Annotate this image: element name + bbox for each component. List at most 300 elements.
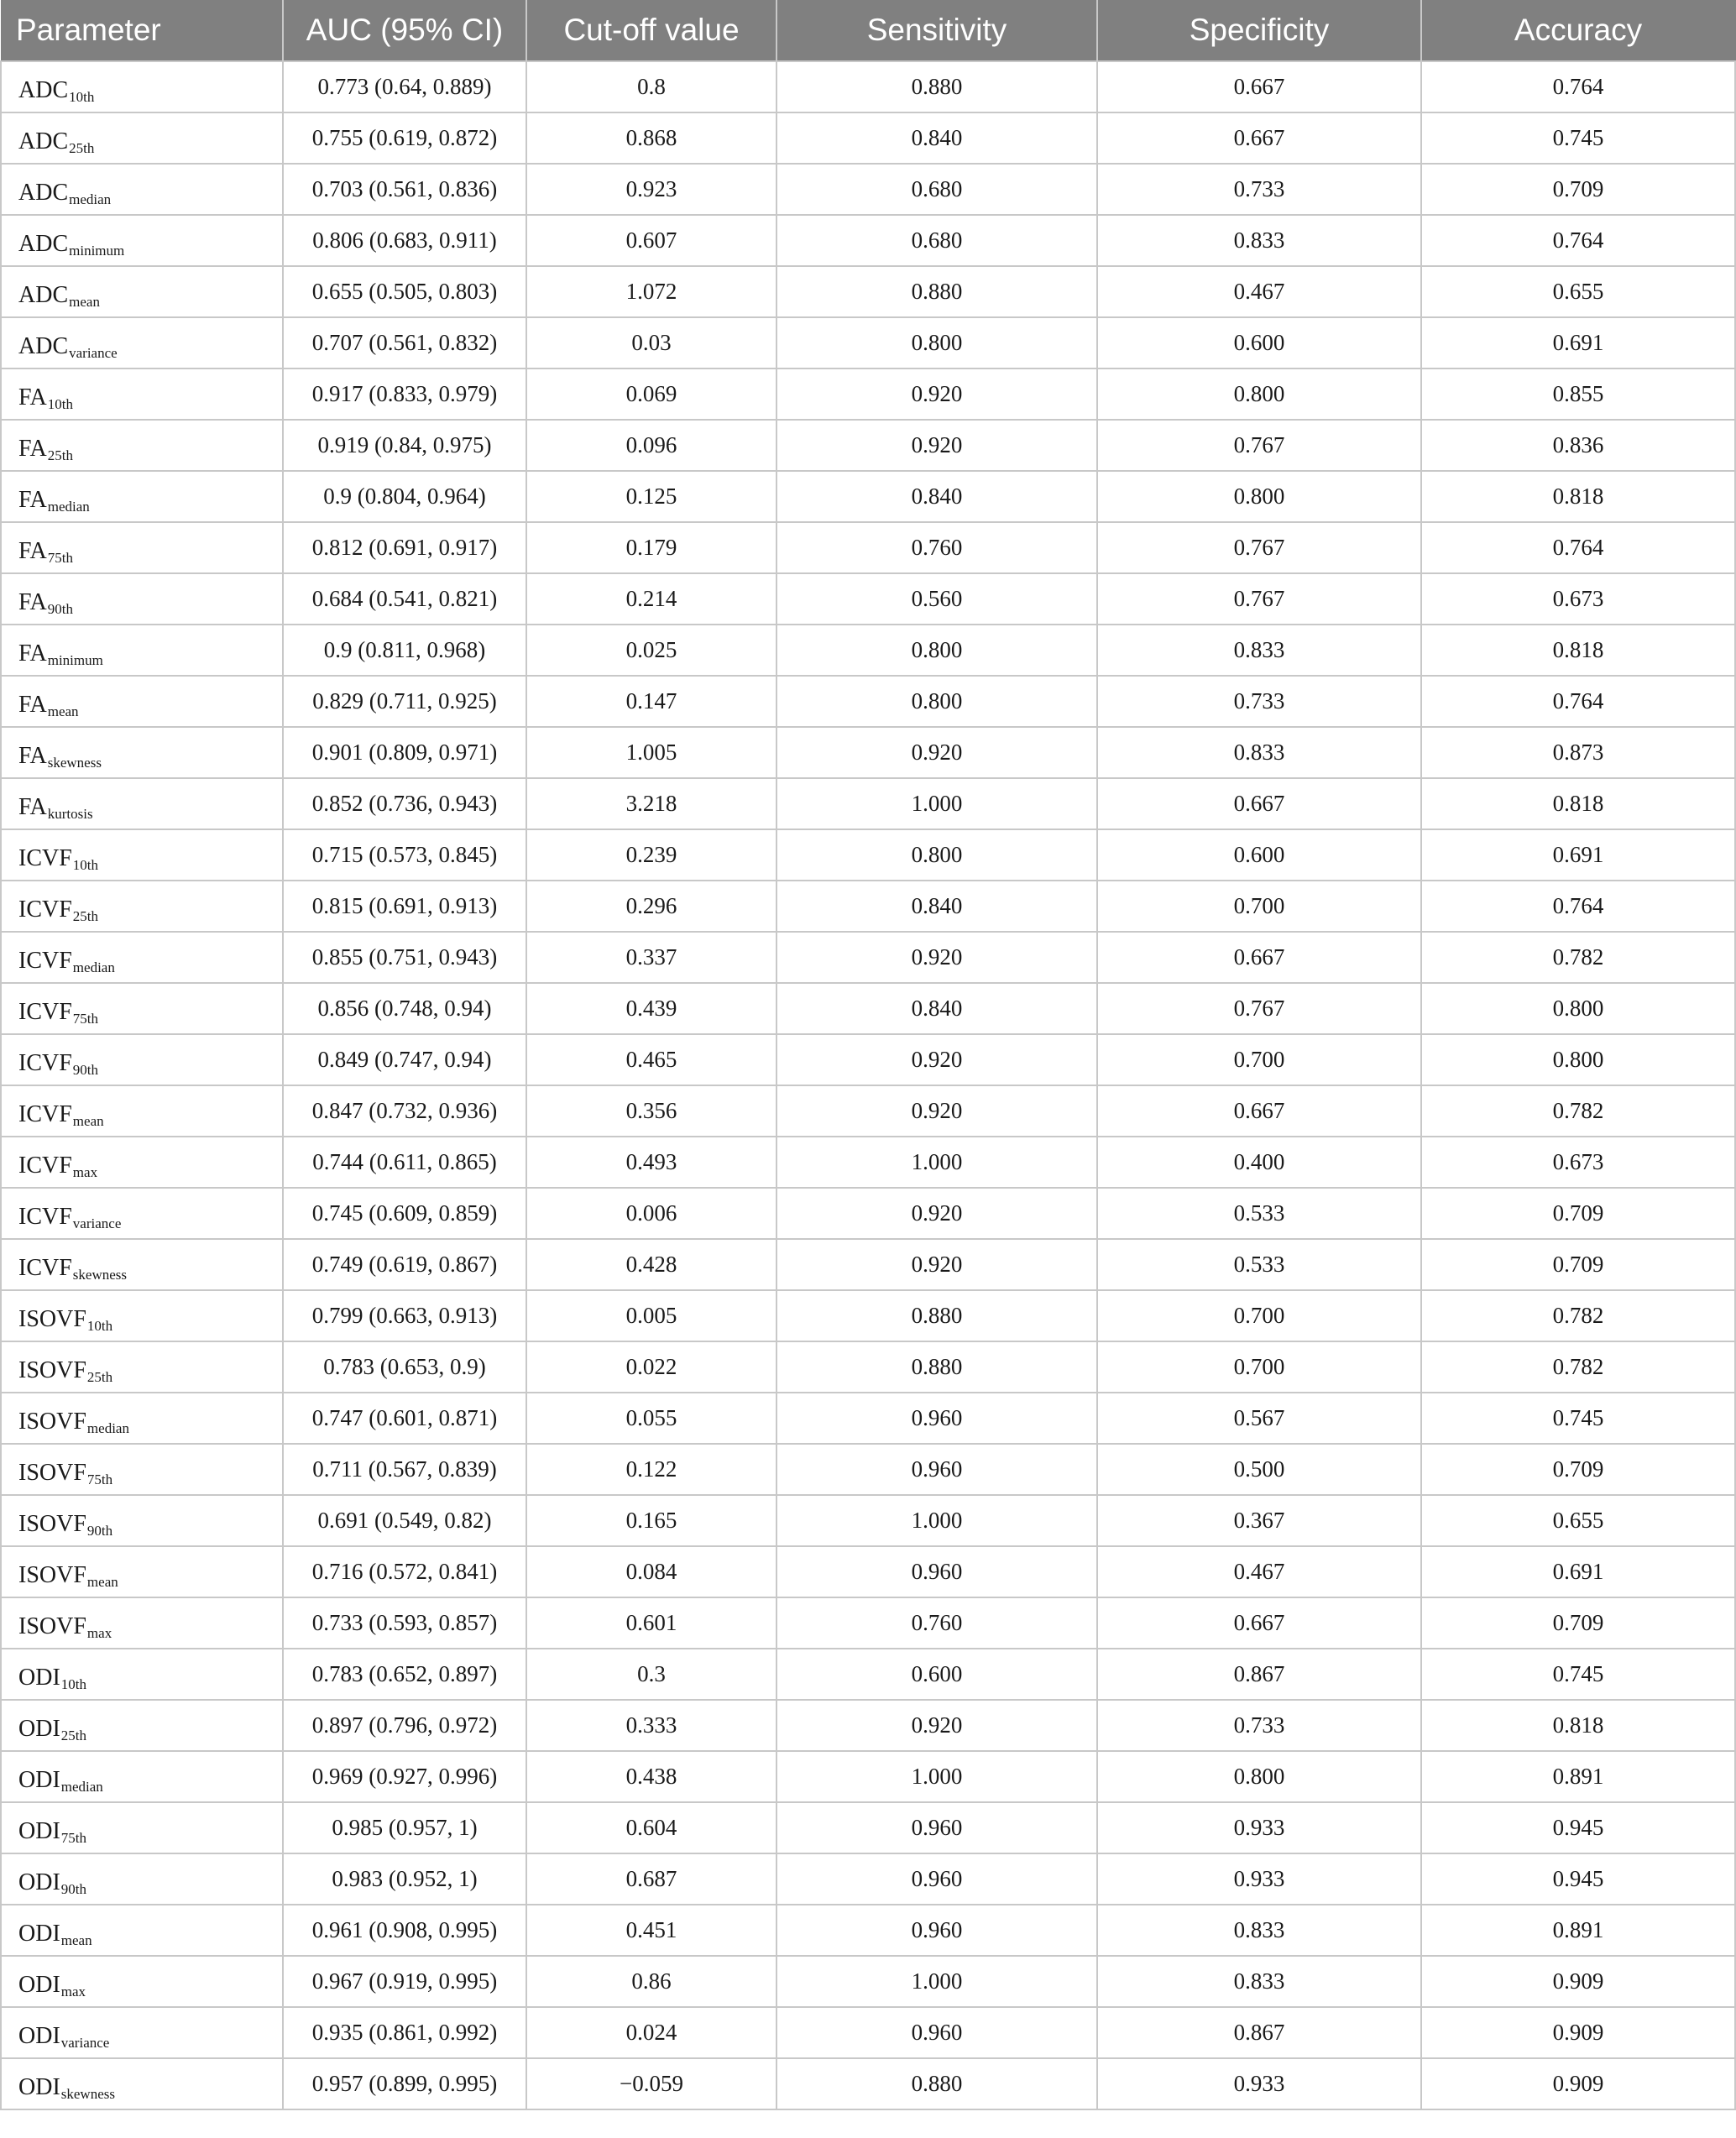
parameter-subscript: median [60, 1778, 103, 1795]
cutoff-cell: 0.125 [526, 471, 776, 522]
specificity-cell: 0.667 [1097, 61, 1421, 112]
sensitivity-cell: 0.920 [776, 1085, 1097, 1137]
auc-cell: 0.745 (0.609, 0.859) [283, 1188, 526, 1239]
parameter-cell [1, 1751, 283, 1802]
table-row [1, 778, 1735, 829]
parameter-cell [1, 829, 283, 881]
table-row [1, 215, 1735, 266]
cutoff-cell: 0.006 [526, 1188, 776, 1239]
cutoff-cell: 0.069 [526, 369, 776, 420]
parameter-cell [1, 573, 283, 625]
parameter-cell [1, 266, 283, 317]
parameter-name: ODI [18, 1766, 60, 1793]
parameter-subscript: minimum [47, 651, 103, 668]
specificity-cell: 0.833 [1097, 625, 1421, 676]
parameter-subscript: median [86, 1419, 129, 1436]
accuracy-cell: 0.764 [1421, 215, 1735, 266]
cutoff-cell: 0.86 [526, 1956, 776, 2007]
cutoff-cell: 0.8 [526, 61, 776, 112]
table-row [1, 61, 1735, 112]
sensitivity-cell: 0.880 [776, 1341, 1097, 1393]
parameter-name: FA [18, 384, 47, 410]
parameter-name: FA [18, 537, 47, 564]
parameter-name: ODI [18, 1971, 60, 1998]
parameter-name: ISOVF [18, 1510, 86, 1537]
accuracy-cell: 0.818 [1421, 778, 1735, 829]
accuracy-cell: 0.800 [1421, 1034, 1735, 1085]
parameter-subscript: 90th [47, 600, 73, 617]
parameter-subscript: skewness [47, 754, 102, 771]
table-row [1, 573, 1735, 625]
accuracy-cell: 0.709 [1421, 1597, 1735, 1649]
specificity-cell: 0.467 [1097, 266, 1421, 317]
cutoff-cell: 0.3 [526, 1649, 776, 1700]
cutoff-cell: 0.055 [526, 1393, 776, 1444]
parameter-subscript: 25th [86, 1368, 113, 1385]
table-row [1, 2007, 1735, 2058]
specificity-cell: 0.700 [1097, 1341, 1421, 1393]
sensitivity-cell: 0.920 [776, 1239, 1097, 1290]
accuracy-cell: 0.709 [1421, 1444, 1735, 1495]
header-cutoff: Cut-off value [526, 0, 776, 61]
accuracy-cell: 0.691 [1421, 829, 1735, 881]
accuracy-cell: 0.909 [1421, 1956, 1735, 2007]
parameter-cell [1, 1495, 283, 1546]
accuracy-cell: 0.745 [1421, 1393, 1735, 1444]
parameter-cell [1, 1546, 283, 1597]
sensitivity-cell: 0.680 [776, 164, 1097, 215]
sensitivity-cell: 0.920 [776, 1034, 1097, 1085]
sensitivity-cell: 0.840 [776, 983, 1097, 1034]
parameter-name: ICVF [18, 896, 72, 923]
sensitivity-cell: 0.920 [776, 369, 1097, 420]
parameter-subscript: 25th [69, 139, 95, 156]
cutoff-cell: 0.337 [526, 932, 776, 983]
parameter-name: ODI [18, 2073, 60, 2100]
parameter-subscript: 25th [72, 907, 99, 924]
table-row [1, 1802, 1735, 1853]
parameter-name: ICVF [18, 998, 72, 1025]
sensitivity-cell: 0.880 [776, 61, 1097, 112]
sensitivity-cell: 0.920 [776, 1188, 1097, 1239]
parameter-name: FA [18, 588, 47, 615]
parameter-cell [1, 1290, 283, 1341]
parameter-cell [1, 1239, 283, 1290]
parameter-name: FA [18, 691, 47, 718]
parameter-name: ICVF [18, 1049, 72, 1076]
accuracy-cell: 0.818 [1421, 1700, 1735, 1751]
parameter-subscript: median [72, 959, 115, 975]
table-row [1, 1137, 1735, 1188]
specificity-cell: 0.933 [1097, 1853, 1421, 1905]
parameter-cell [1, 1444, 283, 1495]
parameter-cell [1, 1137, 283, 1188]
specificity-cell: 0.600 [1097, 829, 1421, 881]
accuracy-cell: 0.782 [1421, 1290, 1735, 1341]
specificity-cell: 0.867 [1097, 1649, 1421, 1700]
parameter-name: ICVF [18, 947, 72, 974]
auc-cell: 0.901 (0.809, 0.971) [283, 727, 526, 778]
accuracy-cell: 0.764 [1421, 61, 1735, 112]
table-row [1, 1034, 1735, 1085]
cutoff-cell: 0.428 [526, 1239, 776, 1290]
auc-cell: 0.967 (0.919, 0.995) [283, 1956, 526, 2007]
cutoff-cell: 0.096 [526, 420, 776, 471]
auc-cell: 0.847 (0.732, 0.936) [283, 1085, 526, 1137]
accuracy-cell: 0.764 [1421, 881, 1735, 932]
parameter-subscript: 75th [86, 1471, 113, 1487]
auc-cell: 0.707 (0.561, 0.832) [283, 317, 526, 369]
sensitivity-cell: 0.800 [776, 625, 1097, 676]
parameter-cell [1, 1393, 283, 1444]
auc-cell: 0.969 (0.927, 0.996) [283, 1751, 526, 1802]
auc-cell: 0.897 (0.796, 0.972) [283, 1700, 526, 1751]
parameter-cell [1, 1085, 283, 1137]
sensitivity-cell: 0.880 [776, 1290, 1097, 1341]
sensitivity-cell: 0.760 [776, 1597, 1097, 1649]
accuracy-cell: 0.836 [1421, 420, 1735, 471]
table-row [1, 1597, 1735, 1649]
sensitivity-cell: 0.880 [776, 2058, 1097, 2109]
table-header [1, 0, 1735, 61]
sensitivity-cell: 0.840 [776, 881, 1097, 932]
accuracy-cell: 0.891 [1421, 1751, 1735, 1802]
cutoff-cell: 0.03 [526, 317, 776, 369]
accuracy-cell: 0.945 [1421, 1853, 1735, 1905]
parameter-subscript: mean [69, 293, 100, 310]
auc-cell: 0.703 (0.561, 0.836) [283, 164, 526, 215]
table-row [1, 1700, 1735, 1751]
table-row [1, 983, 1735, 1034]
specificity-cell: 0.533 [1097, 1239, 1421, 1290]
cutoff-cell: −0.059 [526, 2058, 776, 2109]
table-row [1, 1393, 1735, 1444]
parameter-cell [1, 522, 283, 573]
specificity-cell: 0.600 [1097, 317, 1421, 369]
sensitivity-cell: 0.920 [776, 1700, 1097, 1751]
sensitivity-cell: 0.960 [776, 2007, 1097, 2058]
parameter-name: FA [18, 640, 47, 666]
parameter-subscript: 75th [47, 549, 73, 566]
parameter-cell [1, 1188, 283, 1239]
cutoff-cell: 0.024 [526, 2007, 776, 2058]
specificity-cell: 0.833 [1097, 1956, 1421, 2007]
table-row [1, 1188, 1735, 1239]
cutoff-cell: 0.601 [526, 1597, 776, 1649]
cutoff-cell: 0.687 [526, 1853, 776, 1905]
auc-cell: 0.733 (0.593, 0.857) [283, 1597, 526, 1649]
parameter-name: FA [18, 742, 47, 769]
cutoff-cell: 3.218 [526, 778, 776, 829]
table-row [1, 2058, 1735, 2109]
cutoff-cell: 0.147 [526, 676, 776, 727]
parameter-name: ADC [18, 128, 69, 154]
auc-cell: 0.691 (0.549, 0.82) [283, 1495, 526, 1546]
parameter-subscript: max [72, 1163, 98, 1180]
specificity-cell: 0.467 [1097, 1546, 1421, 1597]
header-sensitivity: Sensitivity [776, 0, 1097, 61]
specificity-cell: 0.800 [1097, 1751, 1421, 1802]
parameter-name: ISOVF [18, 1561, 86, 1588]
auc-cell: 0.983 (0.952, 1) [283, 1853, 526, 1905]
cutoff-cell: 0.239 [526, 829, 776, 881]
parameter-subscript: 10th [60, 1675, 86, 1692]
cutoff-cell: 0.438 [526, 1751, 776, 1802]
parameter-name: ADC [18, 76, 69, 103]
cutoff-cell: 0.868 [526, 112, 776, 164]
specificity-cell: 0.833 [1097, 215, 1421, 266]
parameter-subscript: median [47, 498, 90, 515]
auc-cell: 0.9 (0.804, 0.964) [283, 471, 526, 522]
specificity-cell: 0.500 [1097, 1444, 1421, 1495]
table-row [1, 471, 1735, 522]
auc-cell: 0.919 (0.84, 0.975) [283, 420, 526, 471]
sensitivity-cell: 0.920 [776, 420, 1097, 471]
specificity-cell: 0.400 [1097, 1137, 1421, 1188]
table-row [1, 1546, 1735, 1597]
specificity-cell: 0.833 [1097, 727, 1421, 778]
header-specificity: Specificity [1097, 0, 1421, 61]
specificity-cell: 0.733 [1097, 676, 1421, 727]
parameter-name: ISOVF [18, 1459, 86, 1486]
parameter-subscript: 10th [47, 395, 73, 412]
auc-cell: 0.812 (0.691, 0.917) [283, 522, 526, 573]
specificity-cell: 0.367 [1097, 1495, 1421, 1546]
auc-cell: 0.9 (0.811, 0.968) [283, 625, 526, 676]
auc-cell: 0.773 (0.64, 0.889) [283, 61, 526, 112]
specificity-cell: 0.800 [1097, 471, 1421, 522]
parameter-cell [1, 112, 283, 164]
accuracy-cell: 0.909 [1421, 2058, 1735, 2109]
sensitivity-cell: 0.840 [776, 112, 1097, 164]
sensitivity-cell: 0.920 [776, 932, 1097, 983]
table-row [1, 625, 1735, 676]
auc-cell: 0.856 (0.748, 0.94) [283, 983, 526, 1034]
sensitivity-cell: 0.800 [776, 829, 1097, 881]
auc-cell: 0.917 (0.833, 0.979) [283, 369, 526, 420]
sensitivity-cell: 1.000 [776, 1956, 1097, 2007]
parameter-name: ISOVF [18, 1408, 86, 1435]
table-row [1, 1239, 1735, 1290]
cutoff-cell: 1.072 [526, 266, 776, 317]
sensitivity-cell: 0.920 [776, 727, 1097, 778]
accuracy-cell: 0.818 [1421, 471, 1735, 522]
cutoff-cell: 0.214 [526, 573, 776, 625]
sensitivity-cell: 0.880 [776, 266, 1097, 317]
table-row [1, 932, 1735, 983]
parameter-subscript: 25th [47, 447, 73, 463]
parameter-cell [1, 1802, 283, 1853]
sensitivity-cell: 1.000 [776, 1751, 1097, 1802]
sensitivity-cell: 0.560 [776, 573, 1097, 625]
parameter-name: ICVF [18, 1100, 72, 1127]
auc-cell: 0.711 (0.567, 0.839) [283, 1444, 526, 1495]
accuracy-cell: 0.764 [1421, 522, 1735, 573]
parameter-cell [1, 881, 283, 932]
auc-cell: 0.755 (0.619, 0.872) [283, 112, 526, 164]
accuracy-cell: 0.709 [1421, 1188, 1735, 1239]
parameter-cell [1, 676, 283, 727]
accuracy-cell: 0.782 [1421, 1085, 1735, 1137]
sensitivity-cell: 0.960 [776, 1905, 1097, 1956]
parameter-subscript: median [69, 191, 112, 207]
cutoff-cell: 0.451 [526, 1905, 776, 1956]
parameter-subscript: mean [72, 1112, 104, 1129]
parameter-cell [1, 215, 283, 266]
specificity-cell: 0.767 [1097, 420, 1421, 471]
table-row [1, 1444, 1735, 1495]
header-auc: AUC (95% CI) [283, 0, 526, 61]
parameter-name: ADC [18, 332, 69, 359]
specificity-cell: 0.533 [1097, 1188, 1421, 1239]
auc-cell: 0.749 (0.619, 0.867) [283, 1239, 526, 1290]
accuracy-cell: 0.764 [1421, 676, 1735, 727]
specificity-cell: 0.700 [1097, 881, 1421, 932]
parameter-name: ADC [18, 230, 69, 257]
table-row [1, 1751, 1735, 1802]
sensitivity-cell: 0.760 [776, 522, 1097, 573]
auc-cell: 0.855 (0.751, 0.943) [283, 932, 526, 983]
cutoff-cell: 0.179 [526, 522, 776, 573]
parameter-cell [1, 1597, 283, 1649]
sensitivity-cell: 0.960 [776, 1444, 1097, 1495]
header-accuracy: Accuracy [1421, 0, 1735, 61]
parameter-cell [1, 625, 283, 676]
cutoff-cell: 1.005 [526, 727, 776, 778]
parameter-name: ICVF [18, 1254, 72, 1281]
accuracy-cell: 0.945 [1421, 1802, 1735, 1853]
parameter-name: ODI [18, 1817, 60, 1844]
cutoff-cell: 0.296 [526, 881, 776, 932]
accuracy-cell: 0.909 [1421, 2007, 1735, 2058]
cutoff-cell: 0.356 [526, 1085, 776, 1137]
parameter-name: ADC [18, 281, 69, 308]
accuracy-cell: 0.655 [1421, 266, 1735, 317]
auc-cell: 0.957 (0.899, 0.995) [283, 2058, 526, 2109]
accuracy-cell: 0.691 [1421, 1546, 1735, 1597]
parameter-name: ISOVF [18, 1613, 86, 1639]
parameter-subscript: variance [60, 2034, 110, 2051]
parameter-cell [1, 420, 283, 471]
parameter-cell [1, 778, 283, 829]
auc-cell: 0.783 (0.653, 0.9) [283, 1341, 526, 1393]
table-row [1, 112, 1735, 164]
auc-cell: 0.935 (0.861, 0.992) [283, 2007, 526, 2058]
parameter-cell [1, 932, 283, 983]
accuracy-cell: 0.655 [1421, 1495, 1735, 1546]
parameter-subscript: 75th [60, 1829, 86, 1846]
table-row [1, 727, 1735, 778]
parameter-subscript: 10th [69, 88, 95, 105]
specificity-cell: 0.667 [1097, 1597, 1421, 1649]
parameter-cell [1, 2007, 283, 2058]
specificity-cell: 0.933 [1097, 1802, 1421, 1853]
accuracy-cell: 0.745 [1421, 112, 1735, 164]
parameter-subscript: mean [60, 1932, 92, 1948]
specificity-cell: 0.567 [1097, 1393, 1421, 1444]
cutoff-cell: 0.084 [526, 1546, 776, 1597]
parameter-subscript: variance [69, 344, 118, 361]
parameter-subscript: 90th [72, 1061, 99, 1078]
specificity-cell: 0.667 [1097, 932, 1421, 983]
specificity-cell: 0.867 [1097, 2007, 1421, 2058]
parameter-name: ODI [18, 1715, 60, 1742]
parameter-cell [1, 727, 283, 778]
cutoff-cell: 0.333 [526, 1700, 776, 1751]
specificity-cell: 0.933 [1097, 2058, 1421, 2109]
auc-cell: 0.829 (0.711, 0.925) [283, 676, 526, 727]
auc-cell: 0.715 (0.573, 0.845) [283, 829, 526, 881]
parameter-cell [1, 2058, 283, 2109]
parameter-cell [1, 1649, 283, 1700]
specificity-cell: 0.700 [1097, 1290, 1421, 1341]
cutoff-cell: 0.493 [526, 1137, 776, 1188]
auc-cell: 0.852 (0.736, 0.943) [283, 778, 526, 829]
accuracy-cell: 0.673 [1421, 1137, 1735, 1188]
parameter-cell [1, 1905, 283, 1956]
auc-cell: 0.684 (0.541, 0.821) [283, 573, 526, 625]
parameter-name: FA [18, 486, 47, 513]
specificity-cell: 0.833 [1097, 1905, 1421, 1956]
cutoff-cell: 0.923 [526, 164, 776, 215]
parameter-subscript: mean [86, 1573, 118, 1590]
table-row [1, 1085, 1735, 1137]
sensitivity-cell: 0.680 [776, 215, 1097, 266]
auc-cell: 0.799 (0.663, 0.913) [283, 1290, 526, 1341]
accuracy-cell: 0.673 [1421, 573, 1735, 625]
parameter-subscript: mean [47, 703, 79, 719]
table-row [1, 1495, 1735, 1546]
parameter-subscript: skewness [60, 2085, 115, 2102]
specificity-cell: 0.733 [1097, 164, 1421, 215]
table-body [1, 61, 1735, 2109]
cutoff-cell: 0.122 [526, 1444, 776, 1495]
parameter-subscript: 90th [86, 1522, 113, 1539]
accuracy-cell: 0.800 [1421, 983, 1735, 1034]
parameter-name: FA [18, 435, 47, 462]
cutoff-cell: 0.439 [526, 983, 776, 1034]
auc-cell: 0.783 (0.652, 0.897) [283, 1649, 526, 1700]
parameter-name: ODI [18, 1664, 60, 1691]
accuracy-cell: 0.782 [1421, 932, 1735, 983]
specificity-cell: 0.767 [1097, 983, 1421, 1034]
parameter-subscript: max [86, 1624, 112, 1641]
accuracy-cell: 0.709 [1421, 1239, 1735, 1290]
parameter-cell [1, 1034, 283, 1085]
specificity-cell: 0.667 [1097, 778, 1421, 829]
parameter-name: ISOVF [18, 1305, 86, 1332]
cutoff-cell: 0.604 [526, 1802, 776, 1853]
table-row [1, 829, 1735, 881]
table-row [1, 317, 1735, 369]
accuracy-cell: 0.855 [1421, 369, 1735, 420]
specificity-cell: 0.700 [1097, 1034, 1421, 1085]
accuracy-cell: 0.818 [1421, 625, 1735, 676]
table-row [1, 522, 1735, 573]
table-row [1, 676, 1735, 727]
specificity-cell: 0.800 [1097, 369, 1421, 420]
table-row [1, 164, 1735, 215]
parameter-cell [1, 1956, 283, 2007]
parameter-name: FA [18, 793, 47, 820]
accuracy-cell: 0.782 [1421, 1341, 1735, 1393]
parameter-cell [1, 369, 283, 420]
header-parameter: Parameter [1, 0, 283, 61]
specificity-cell: 0.767 [1097, 522, 1421, 573]
parameter-cell [1, 1341, 283, 1393]
parameter-cell [1, 317, 283, 369]
parameter-cell [1, 61, 283, 112]
